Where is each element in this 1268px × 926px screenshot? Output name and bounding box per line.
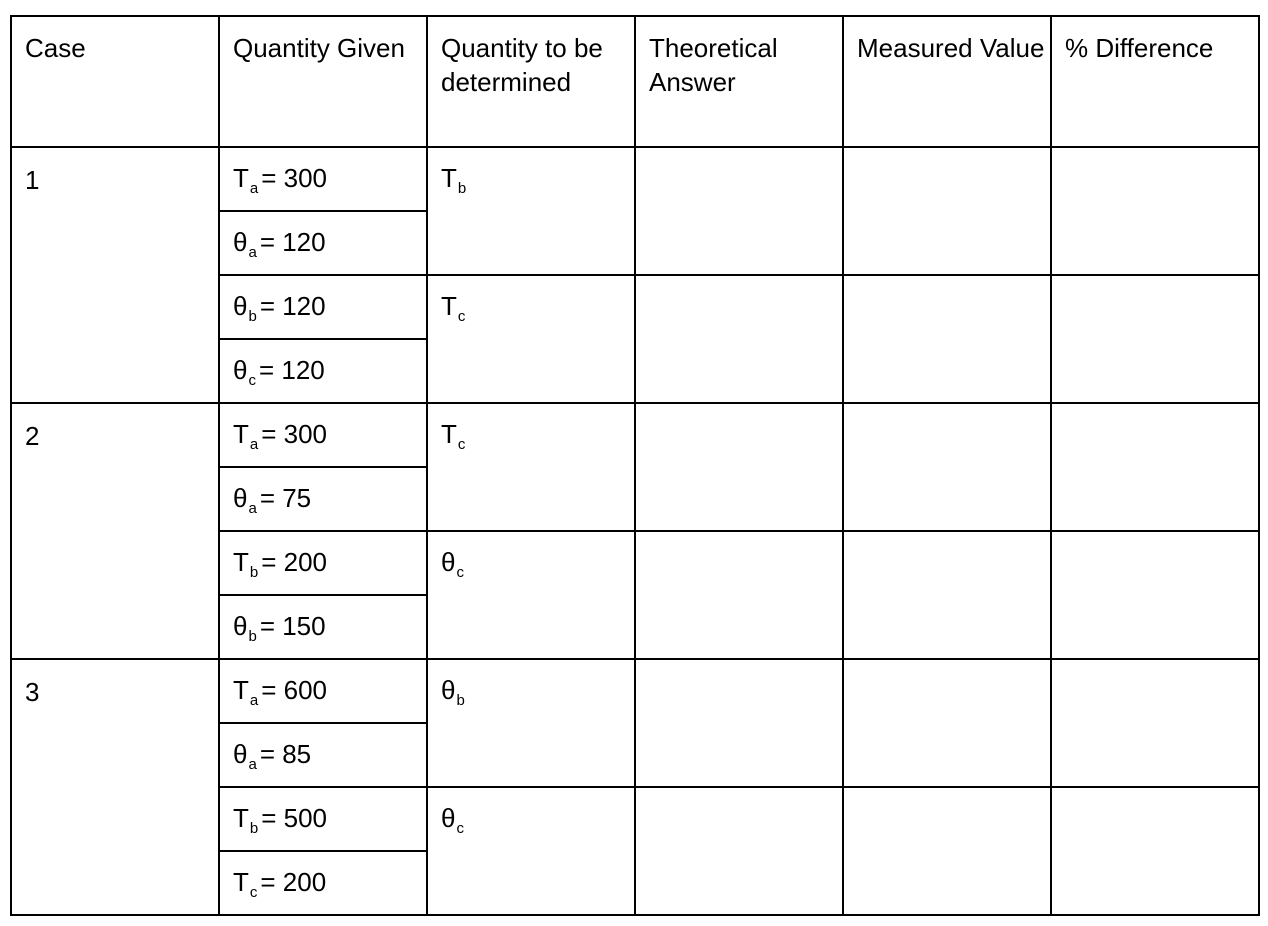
quantity-subscript: b [248,628,257,645]
quantity-symbol: θ [233,611,248,641]
quantity-symbol: T [233,803,249,833]
case-number-cell: 2 [11,403,219,659]
quantity-symbol: T [233,867,249,897]
quantity-symbol: θ [233,355,248,385]
quantity-value: = 600 [261,675,328,705]
quantity-subscript: b [456,692,465,709]
quantity-symbol: θ [441,803,456,833]
theoretical-answer-cell[interactable] [635,787,843,915]
percent-difference-cell[interactable] [1051,659,1259,787]
quantity-value: = 200 [261,547,328,577]
quantity-given-cell [219,403,427,467]
quantity-symbol: T [441,419,457,449]
quantity-subscript: c [457,436,466,453]
quantity-given-cell [219,147,427,211]
quantity-given-cell [219,723,427,787]
case-number-cell: 1 [11,147,219,403]
quantity-subscript: a [249,180,259,197]
measured-value-cell[interactable] [843,147,1051,275]
quantity-subscript: c [456,564,464,581]
quantity-value: = 300 [261,419,328,449]
quantity-given-cell [219,467,427,531]
header-case: Case [11,16,219,147]
quantity-determined-cell [427,659,635,787]
quantity-subscript: a [248,500,257,517]
quantity-value: = 500 [261,803,328,833]
quantity-given-cell [219,339,427,403]
quantity-symbol: T [233,419,249,449]
measured-value-cell[interactable] [843,659,1051,787]
quantity-symbol: θ [441,675,456,705]
measured-value-cell[interactable] [843,787,1051,915]
percent-difference-cell[interactable] [1051,531,1259,659]
theoretical-answer-cell[interactable] [635,659,843,787]
quantity-symbol: θ [441,547,456,577]
percent-difference-cell[interactable] [1051,787,1259,915]
quantity-value: = 85 [259,739,312,769]
quantity-given-cell [219,851,427,915]
theoretical-answer-cell[interactable] [635,147,843,275]
header-row [11,16,1259,147]
quantity-subscript: b [249,820,259,837]
quantity-symbol: T [233,547,249,577]
quantity-value: = 200 [260,867,327,897]
quantity-value: = 150 [259,611,326,641]
header-quantity-given: Quantity Given [219,16,427,147]
quantity-given-cell [219,787,427,851]
header-percent-difference: % Difference [1051,16,1259,147]
quantity-subscript: a [248,756,257,773]
measured-value-cell[interactable] [843,275,1051,403]
quantity-symbol: θ [233,227,248,257]
quantity-subscript: c [456,820,464,837]
quantity-subscript: c [249,884,258,901]
quantity-value: = 75 [259,483,312,513]
quantity-given-cell [219,595,427,659]
quantity-symbol: T [233,675,249,705]
quantity-subscript: a [249,692,259,709]
table-row [11,659,1259,723]
data-table [10,15,1260,916]
theoretical-answer-cell[interactable] [635,531,843,659]
quantity-subscript: b [249,564,259,581]
quantity-symbol: T [233,163,249,193]
quantity-subscript: b [248,308,257,325]
quantity-subscript: b [457,180,467,197]
measured-value-cell[interactable] [843,531,1051,659]
quantity-symbol: T [441,163,457,193]
table-row [11,147,1259,211]
theoretical-answer-cell[interactable] [635,275,843,403]
measured-value-cell[interactable] [843,403,1051,531]
quantity-determined-cell [427,147,635,275]
quantity-value: = 300 [261,163,328,193]
theoretical-answer-cell[interactable] [635,403,843,531]
quantity-value: = 120 [258,355,325,385]
quantity-symbol: θ [233,483,248,513]
header-theoretical-answer: Theoretical Answer [635,16,843,147]
quantity-subscript: a [248,244,257,261]
quantity-symbol: T [441,291,457,321]
quantity-determined-cell [427,403,635,531]
quantity-given-cell [219,659,427,723]
quantity-value: = 120 [259,227,326,257]
header-measured-value: Measured Value [843,16,1051,147]
quantity-given-cell [219,275,427,339]
quantity-given-cell [219,211,427,275]
quantity-determined-cell [427,531,635,659]
quantity-symbol: θ [233,739,248,769]
quantity-determined-cell [427,787,635,915]
quantity-given-cell [219,531,427,595]
quantity-subscript: c [457,308,466,325]
case-number-cell: 3 [11,659,219,915]
table-row [11,403,1259,467]
header-quantity-to-be-determined: Quantity to be determined [427,16,635,147]
quantity-subscript: c [248,372,256,389]
percent-difference-cell[interactable] [1051,147,1259,275]
quantity-symbol: θ [233,291,248,321]
quantity-subscript: a [249,436,259,453]
quantity-value: = 120 [259,291,326,321]
percent-difference-cell[interactable] [1051,275,1259,403]
percent-difference-cell[interactable] [1051,403,1259,531]
quantity-determined-cell [427,275,635,403]
